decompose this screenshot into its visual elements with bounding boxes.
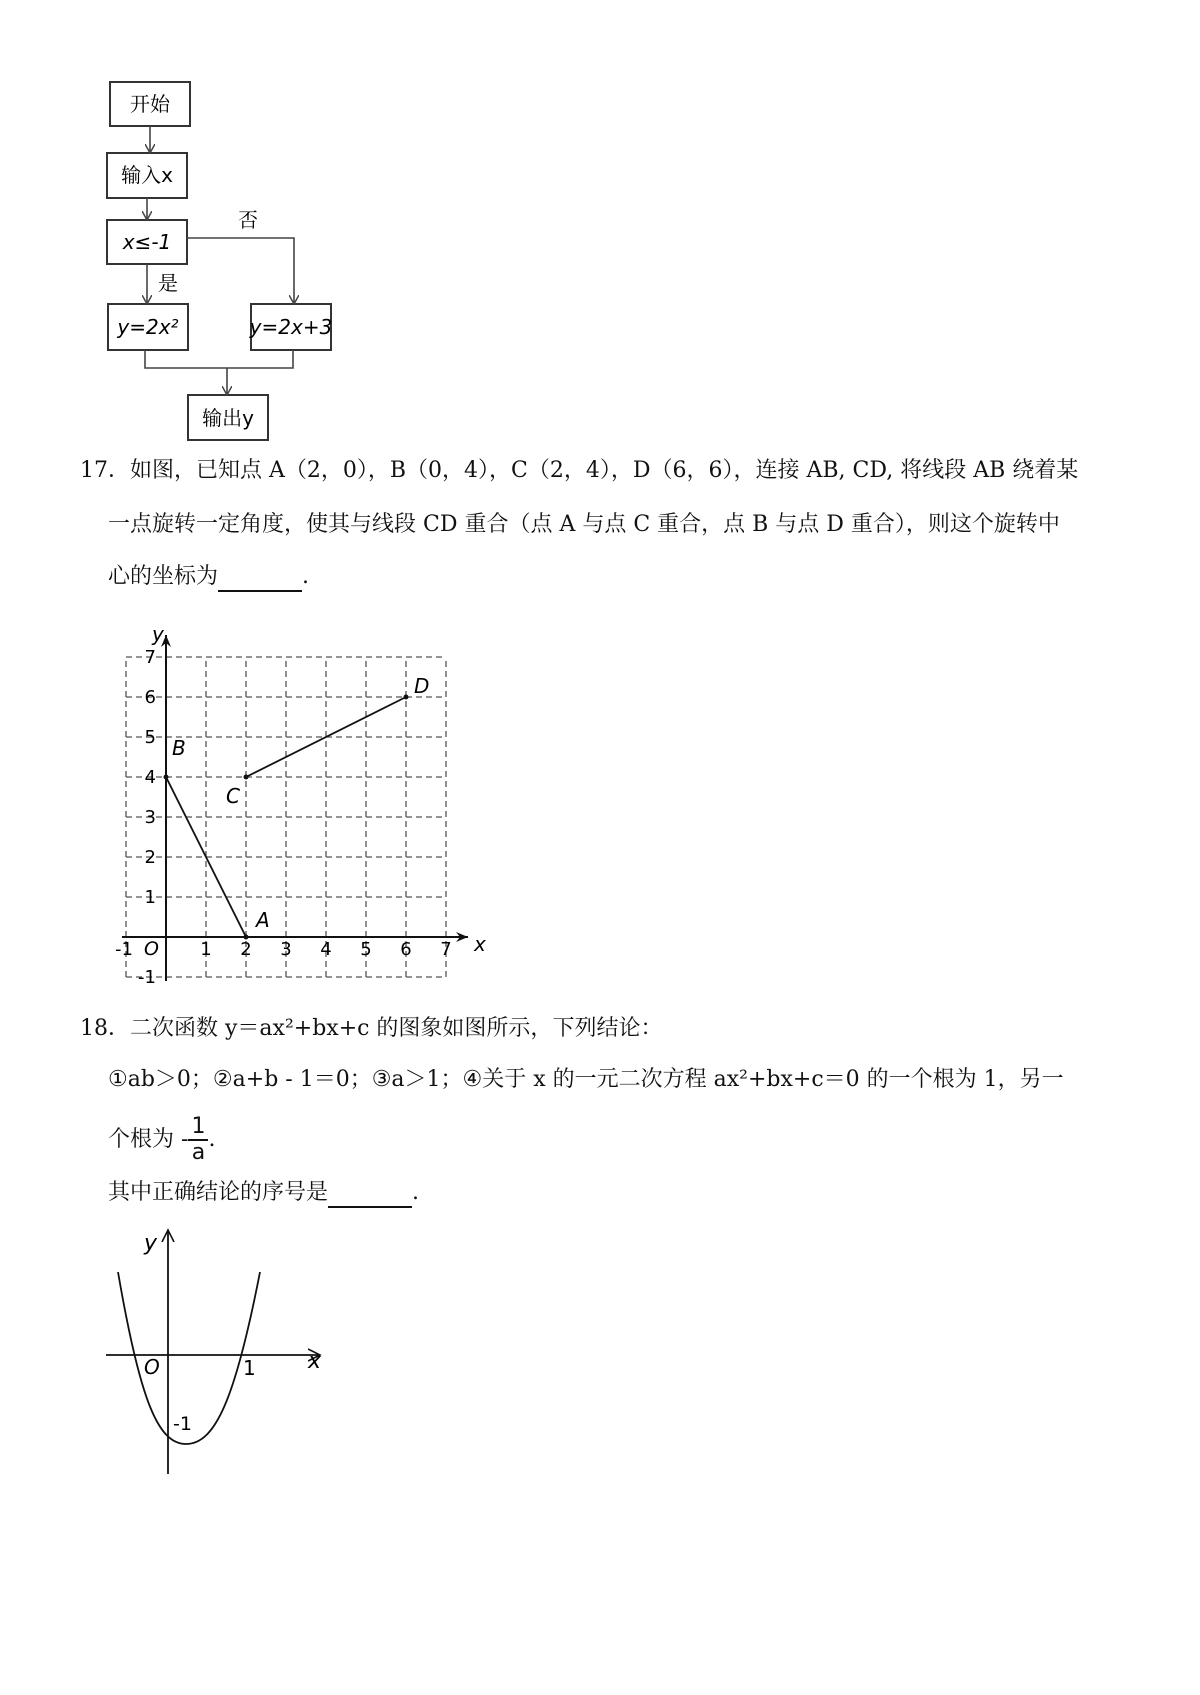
x-intercept-label: 1 (243, 1356, 256, 1380)
yes-label: 是 (158, 271, 178, 295)
q17-line1 (80, 456, 1078, 486)
q18-text-4: 其中正确结论的序号是 (108, 1180, 329, 1205)
q17-line3 (108, 562, 309, 592)
q18-line2 (108, 1065, 1064, 1095)
q17-text-1: 如图，已知点 A（2，0），B（0，4），C（2，4），D（6，6），连接 AB, CD, 将线段 AB 绕着某 (130, 458, 1079, 483)
origin-label: O (144, 1355, 160, 1379)
arrow-condition-no (187, 238, 294, 303)
q17-coordinate-graph (100, 605, 490, 995)
q18-text-3: 个根为 - (108, 1127, 189, 1152)
y-axis-label: y (144, 1231, 158, 1256)
q17-line2 (108, 510, 1060, 540)
answer-blank[interactable] (328, 1184, 412, 1208)
x-axis-label: x (308, 1349, 322, 1374)
x-tick-label: 4 (320, 939, 332, 960)
merge-line (145, 350, 293, 368)
x-tick-label: -1 (115, 939, 133, 960)
q18-line3 (108, 1110, 215, 1170)
condition-label: x≤-1 (122, 230, 172, 254)
q17-text-3: 心的坐标为 (108, 564, 219, 589)
q18-text-3-end: . (208, 1127, 216, 1152)
point-label-D: D (414, 674, 430, 698)
x-tick-label: 7 (440, 939, 452, 960)
x-tick-label: 1 (200, 939, 212, 960)
q18-number: 18． (80, 1016, 130, 1041)
q18-text-2: ①ab＞0；②a+b - 1＝0；③a＞1；④关于 x 的一元二次方程 ax²+bx+c＝0 的一个根为 1，另一 (108, 1067, 1064, 1092)
y-intercept-label: -1 (173, 1413, 192, 1435)
q17-end: . (302, 564, 310, 589)
x-axis-label: x (474, 932, 486, 956)
point-label-C: C (226, 784, 240, 808)
origin-label: O (144, 938, 159, 960)
yes-branch-label: y=2x² (117, 315, 179, 339)
input-label: 输入x (121, 163, 173, 187)
flowchart (100, 70, 380, 455)
q18-end: . (412, 1180, 420, 1205)
point-B (164, 775, 169, 780)
point-label-A: A (256, 908, 270, 932)
no-branch-label: y=2x+3 (249, 315, 333, 339)
x-tick-label: 2 (240, 939, 252, 960)
point-C (244, 775, 249, 780)
point-A (244, 935, 249, 940)
y-axis-label: y (152, 622, 164, 646)
q18-line4 (108, 1178, 419, 1208)
y-tick-label: 7 (144, 647, 156, 668)
q17-number: 17． (80, 458, 130, 483)
y-tick-label: 1 (144, 887, 156, 908)
no-label: 否 (238, 208, 258, 232)
y-tick-label: 2 (144, 847, 156, 868)
y-tick-label: 4 (144, 767, 156, 788)
fraction-denominator: a (191, 1140, 206, 1165)
x-tick-label: 6 (400, 939, 412, 960)
q18-line1 (80, 1014, 662, 1044)
y-tick-label: 3 (144, 807, 156, 828)
output-label: 输出y (202, 406, 254, 430)
x-tick-label: 5 (360, 939, 372, 960)
point-label-B: B (172, 736, 186, 760)
q17-text-2: 一点旋转一定角度，使其与线段 CD 重合（点 A 与点 C 重合，点 B 与点 D 重合），则这个旋转中 (108, 512, 1060, 537)
q18-parabola-graph (100, 1222, 340, 1482)
fraction-numerator: 1 (188, 1115, 208, 1141)
x-tick-label: 3 (280, 939, 292, 960)
answer-blank[interactable] (218, 568, 302, 592)
start-label: 开始 (130, 92, 170, 116)
y-tick-label: -1 (138, 967, 156, 988)
point-D (404, 695, 409, 700)
fraction-one-over-a (188, 1115, 208, 1165)
y-tick-label: 5 (144, 727, 156, 748)
y-tick-label: 6 (144, 687, 156, 708)
q18-text-1: 二次函数 y＝ax²+bx+c 的图象如图所示，下列结论： (130, 1016, 663, 1041)
